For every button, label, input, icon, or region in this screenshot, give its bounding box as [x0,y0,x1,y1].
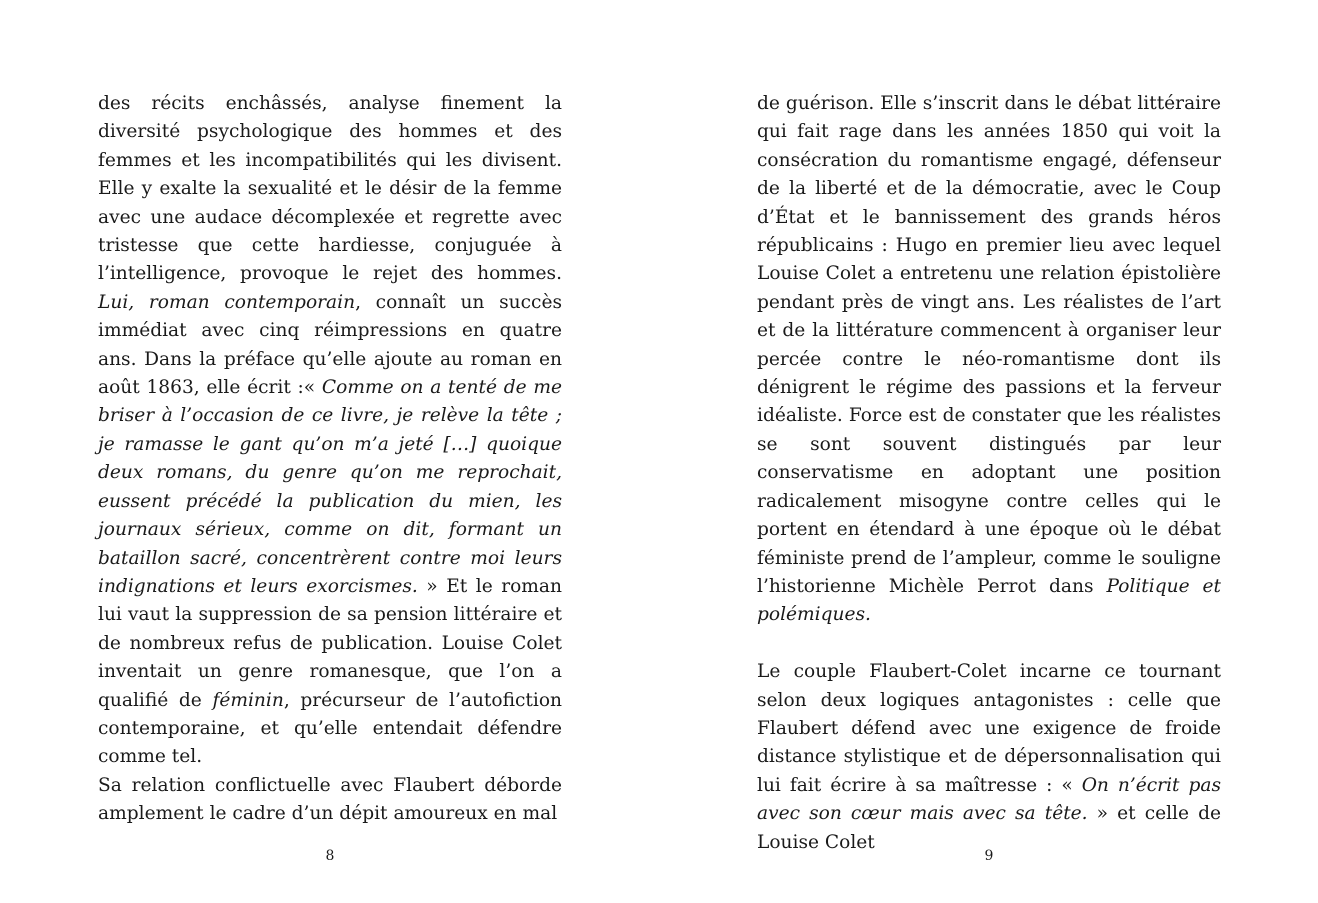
text-run: Sa relation conflictuelle avec Flaubert déborde amplement le cadre d’un dépit amoureux en mal [98,774,562,825]
right-page-number: 9 [984,848,994,864]
text-run: , précurseur de l’autofiction contemporaine, et qu’elle entendait défendre comme tel. [98,689,562,768]
paragraph [757,658,1221,857]
text-run: de guérison. Elle s’inscrit dans le débat littéraire qui fait rage dans les années 1850 qui voit la consécration du romantisme engagé, défenseur de la liberté et de la démocratie, avec le Coup d’État et le bannissement des grands héros républicains : Hugo en premier lieu avec lequel Louise Colet a entretenu une relation épistolière pendant près de vingt ans. Les réalistes de l’art et de la littérature commencent à organiser leur percée contre le néo-romantisme dont ils dénigrent le régime des passions et la ferveur idéaliste. Force est de constater que les réalistes se sont souvent distingués par leur conservatisme en adoptant une position radicalement misogyne contre celles qui le portent en étendard à une époque où le débat féministe prend de l’ampleur, comme le souligne l’historienne Michèle Perrot dans [757,93,1221,597]
left-page [98,90,562,890]
text-run: , connaît un succès immédiat avec cinq réimpressions en quatre ans. Dans la préface qu’elle ajoute au roman en août 1863, elle écrit :« [98,291,562,399]
italic-text: Lui, roman contemporain [98,291,356,313]
italic-text: On n’écrit pas avec son cœur mais avec sa tête. [757,774,1221,825]
italic-text: féminin [212,689,284,711]
right-page-text [757,90,1221,857]
paragraph [98,772,562,829]
right-page [757,90,1221,890]
italic-text: Politique et polémiques. [757,575,1221,626]
left-page-text [98,90,562,829]
left-page-number: 8 [325,848,335,864]
text-run: » Et le roman lui vaut la suppression de sa pension littéraire et de nombreux refus de publication. Louise Colet inventait un genre romanesque, que l’on a qualifié de [98,575,562,711]
paragraph [757,90,1221,630]
text-run: » et celle de Louise Colet [757,803,1222,853]
italic-text: Comme on a tenté de me briser à l’occasion de ce livre, je relève la tête ; je ramasse le gant qu’on m’a jeté […] quoique deux romans, du genre qu’on me reprochait, eussent précédé la publication du mien, les journaux sérieux, comme on dit, formant un bataillon sacré, concentrèrent contre moi leurs indignations et leurs exorcismes. [98,377,562,597]
text-run: des récits enchâssés, analyse finement la diversité psychologique des hommes et des femmes et les incompatibilités qui les divisent. Elle y exalte la sexualité et le désir de la femme avec une audace décomplexée et regrette avec tristesse que cette hardiesse, conjuguée à l’intelligence, provoque le rejet des hommes. [98,93,562,285]
text-run: Le couple Flaubert-Colet incarne ce tournant selon deux logiques antagonistes : celle que Flaubert défend avec une exigence de froide distance stylistique et de dépersonnalisation qui lui fait écrire à sa maîtresse : « [757,661,1221,796]
paragraph [98,90,562,772]
